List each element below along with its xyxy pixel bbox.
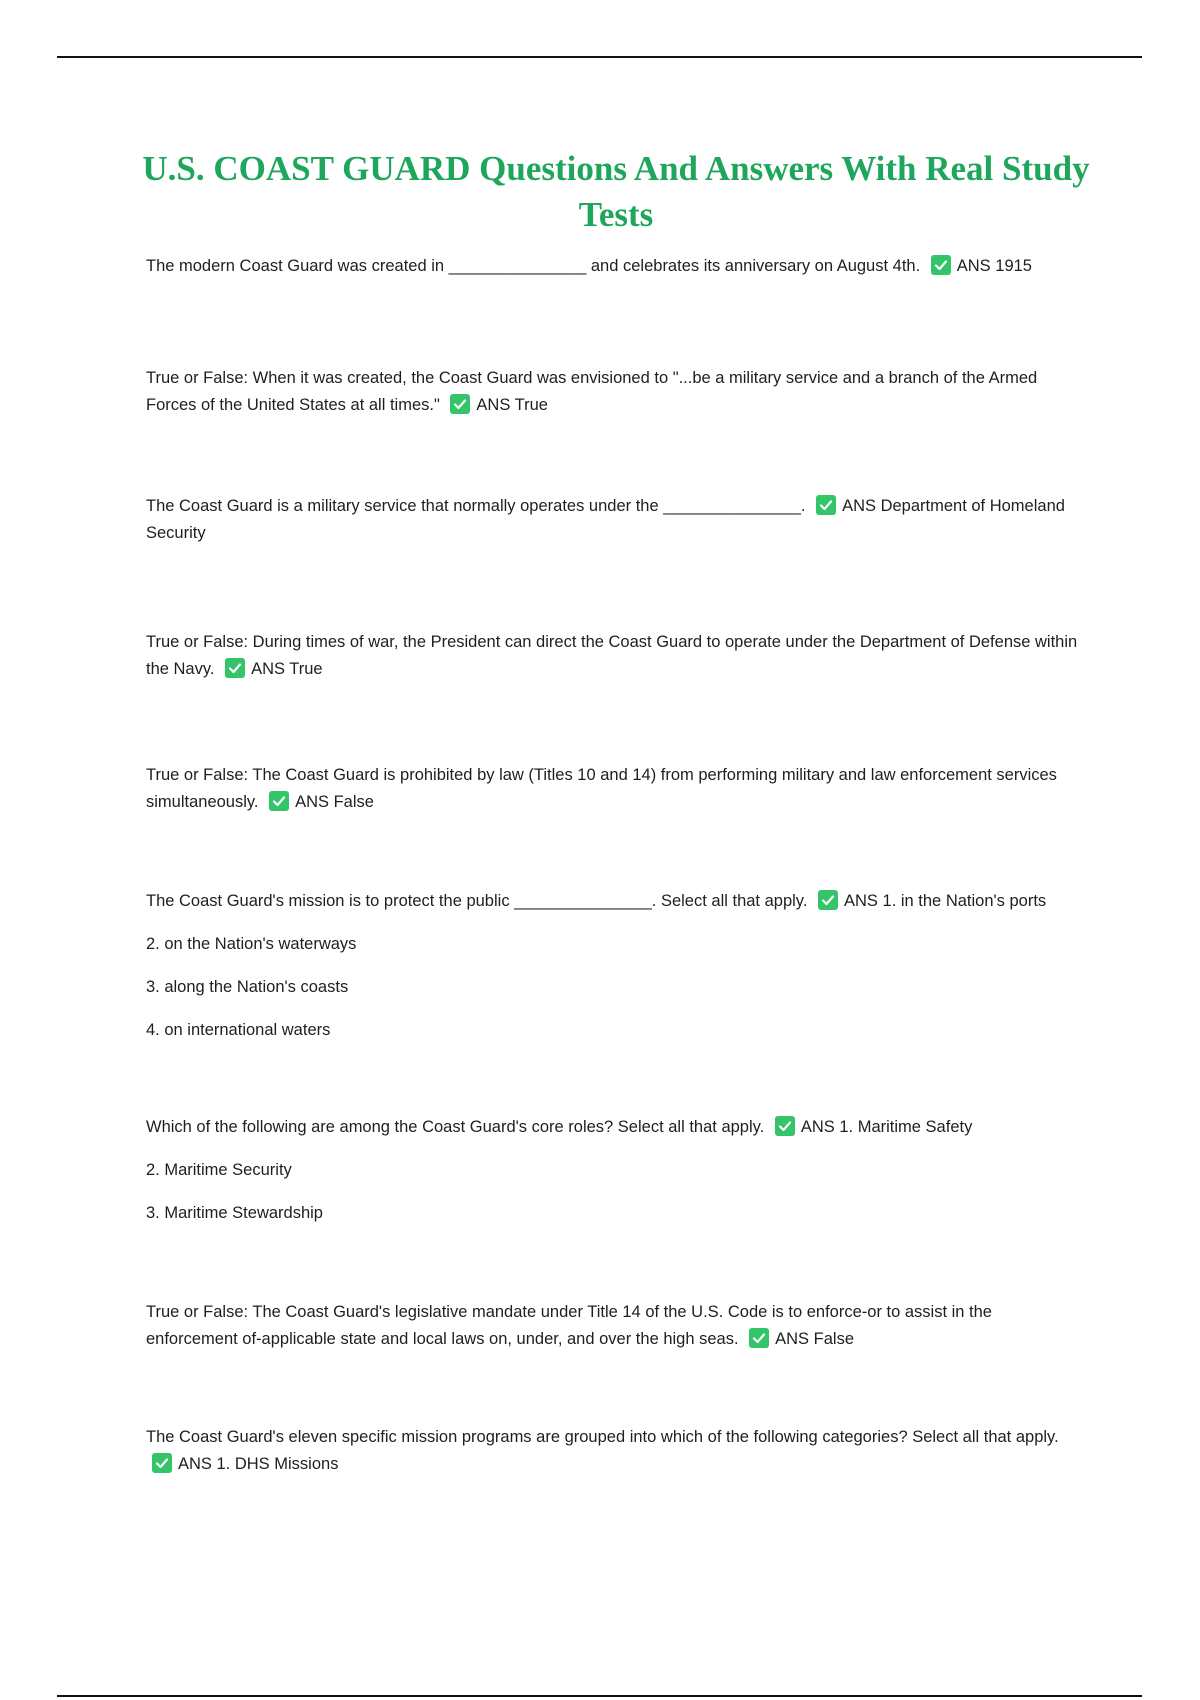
- page-title: U.S. COAST GUARD Questions And Answers With Real Study Tests: [142, 149, 1090, 234]
- check-icon: [818, 890, 838, 910]
- answer-list-item: 3. Maritime Stewardship: [146, 1204, 323, 1222]
- qa-item-8: [146, 1299, 1086, 1353]
- answer-list: [146, 1157, 1086, 1227]
- answer-text: ANS True: [251, 660, 323, 678]
- check-icon: [450, 394, 470, 414]
- question-text: The Coast Guard's eleven specific mission programs are grouped into which of the following categories? Select all that apply.: [146, 1428, 1059, 1446]
- answer-list-item: 4. on international waters: [146, 1021, 331, 1039]
- answer-text: ANS True: [476, 396, 548, 414]
- check-icon: [775, 1116, 795, 1136]
- question-text: Which of the following are among the Coast Guard's core roles? Select all that apply.: [146, 1118, 765, 1136]
- question-text: The Coast Guard is a military service that normally operates under the _______________.: [146, 497, 806, 515]
- answer-text: ANS 1915: [956, 257, 1032, 275]
- answer-list: [146, 931, 1086, 1044]
- question-text: The modern Coast Guard was created in _______________ and celebrates its anniversary on August 4th.: [146, 257, 921, 275]
- answer-text: ANS 1. DHS Missions: [178, 1455, 339, 1473]
- question-text: True or False: During times of war, the President can direct the Coast Guard to operate under the Department of Defense within the Navy.: [146, 633, 1078, 678]
- answer-text: ANS False: [295, 793, 374, 811]
- answer-text: ANS 1. in the Nation's ports: [844, 892, 1047, 910]
- check-icon: [749, 1328, 769, 1348]
- check-icon: [225, 658, 245, 678]
- qa-item-2: [146, 365, 1086, 419]
- question-text: True or False: When it was created, the Coast Guard was envisioned to "...be a military service and a branch of the Armed Forces of the United States at all times.": [146, 369, 1038, 414]
- qa-item-7: [146, 1114, 1086, 1141]
- qa-item-3: [146, 493, 1086, 547]
- check-icon: [816, 495, 836, 515]
- answer-text: ANS 1. Maritime Safety: [800, 1118, 973, 1136]
- qa-item-6: [146, 888, 1086, 915]
- answer-text: ANS False: [775, 1330, 854, 1348]
- qa-list: [146, 253, 1086, 1478]
- qa-item-9: [146, 1424, 1086, 1478]
- check-icon: [931, 255, 951, 275]
- qa-item-5: [146, 762, 1086, 816]
- answer-list-item: 3. along the Nation's coasts: [146, 978, 349, 996]
- answer-list-item: 2. on the Nation's waterways: [146, 935, 357, 953]
- question-text: The Coast Guard's mission is to protect the public _______________. Select all that apply.: [146, 892, 808, 910]
- footer-rule: [57, 1695, 1142, 1697]
- check-icon: [269, 791, 289, 811]
- answer-list-item: 2. Maritime Security: [146, 1161, 292, 1179]
- qa-item-4: [146, 629, 1086, 683]
- check-icon: [152, 1453, 172, 1473]
- header-rule: [57, 56, 1142, 58]
- qa-item-1: [146, 253, 1086, 280]
- answer-text: ANS Department of Homeland Security: [146, 497, 1065, 542]
- question-text: True or False: The Coast Guard is prohibited by law (Titles 10 and 14) from performing military and law enforcement services simultaneously.: [146, 766, 1057, 811]
- question-text: True or False: The Coast Guard's legislative mandate under Title 14 of the U.S. Code is to enforce-or to assist in the enforcement of-applicable state and local laws on, under, and over the high seas.: [146, 1303, 992, 1348]
